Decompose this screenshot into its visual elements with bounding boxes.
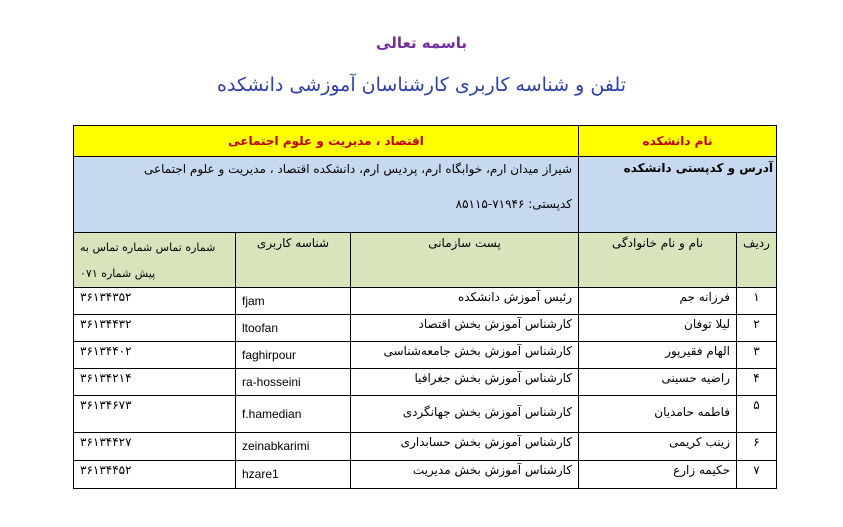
row-index: ۲ — [737, 315, 777, 342]
table-row — [74, 288, 777, 315]
row-user: faghirpour — [236, 342, 351, 369]
row-post: کارشناس آموزش بخش جهانگردی — [351, 396, 579, 433]
row-name: حکیمه زارع — [579, 461, 737, 489]
row-phone: ۳۶۱۳۴۴۳۲ — [74, 315, 236, 342]
faculty-name-value: اقتصاد ، مدیریت و علوم اجتماعی — [74, 126, 579, 157]
bismillah-heading: باسمه تعالی — [376, 34, 467, 52]
row-phone: ۳۶۱۳۴۴۲۷ — [74, 433, 236, 461]
faculty-address — [74, 157, 579, 233]
col-header-name: نام و نام خانوادگی — [579, 233, 737, 288]
row-index: ۵ — [737, 396, 777, 433]
row-name: فرزانه جم — [579, 288, 737, 315]
col-header-user: شناسه کاربری — [236, 233, 351, 288]
table-row — [74, 461, 777, 489]
row-user: f.hamedian — [236, 396, 351, 433]
row-index: ۷ — [737, 461, 777, 489]
staff-table — [73, 125, 777, 489]
row-index: ۶ — [737, 433, 777, 461]
row-index: ۴ — [737, 369, 777, 396]
row-name: فاطمه حامدیان — [579, 396, 737, 433]
row-name: الهام فقیرپور — [579, 342, 737, 369]
col-header-index: ردیف — [737, 233, 777, 288]
row-name: راضیه حسینی — [579, 369, 737, 396]
row-post: کارشناس آموزش بخش اقتصاد — [351, 315, 579, 342]
col-header-post: پست سازمانی — [351, 233, 579, 288]
row-index: ۳ — [737, 342, 777, 369]
faculty-address-label: آدرس و کدپستی دانشکده — [579, 157, 777, 233]
row-phone: ۳۶۱۳۴۴۵۲ — [74, 461, 236, 489]
faculty-name-label: نام دانشکده — [579, 126, 777, 157]
row-post: کارشناس آموزش بخش حسابداری — [351, 433, 579, 461]
table-row — [74, 315, 777, 342]
row-post: کارشناس آموزش بخش جغرافیا — [351, 369, 579, 396]
row-phone: ۳۶۱۳۴۴۰۲ — [74, 342, 236, 369]
col-header-phone: شماره تماس شماره تماس به پیش شماره ۰۷۱ — [74, 233, 236, 288]
row-phone: ۳۶۱۳۴۲۱۴ — [74, 369, 236, 396]
row-name: لیلا توفان — [579, 315, 737, 342]
row-user: fjam — [236, 288, 351, 315]
table-row — [74, 342, 777, 369]
table-row — [74, 369, 777, 396]
row-post: کارشناس آموزش بخش مدیریت — [351, 461, 579, 489]
row-phone: ۳۶۱۳۴۳۵۲ — [74, 288, 236, 315]
table-row — [74, 396, 777, 433]
row-user: ra-hosseini — [236, 369, 351, 396]
row-user: ltoofan — [236, 315, 351, 342]
faculty-postal-code: کدپستی: ۷۱۹۴۶-۸۵۱۱۵ — [455, 197, 572, 211]
row-post: کارشناس آموزش بخش جامعه‌شناسی — [351, 342, 579, 369]
row-post: رئیس آموزش دانشکده — [351, 288, 579, 315]
row-user: zeinabkarimi — [236, 433, 351, 461]
table-row — [74, 433, 777, 461]
row-user: hzare1 — [236, 461, 351, 489]
row-phone: ۳۶۱۳۴۶۷۳ — [74, 396, 236, 433]
row-name: زینب کریمی — [579, 433, 737, 461]
faculty-address-value: شیراز میدان ارم، خوابگاه ارم، پردیس ارم، دانشکده اقتصاد ، مدیریت و علوم اجتماعی — [143, 162, 572, 176]
page-title: تلفن و شناسه کاربری کارشناسان آموزشی دانشکده — [217, 74, 626, 96]
row-index: ۱ — [737, 288, 777, 315]
